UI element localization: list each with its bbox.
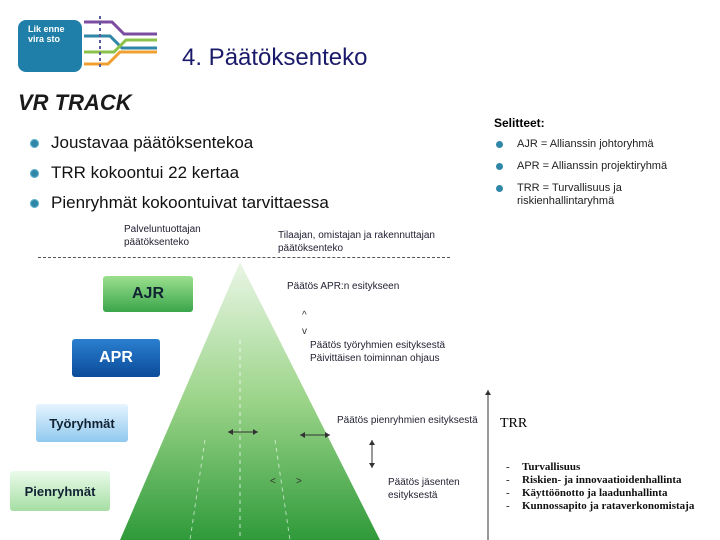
bullet-text: TRR kokoontui 22 kertaa — [51, 163, 240, 182]
vr-track-logo — [18, 92, 150, 114]
brand-text: VR TRACK — [18, 92, 132, 114]
legend-text: AJR = Allianssin johtoryhmä — [517, 138, 654, 150]
header-provider: Palveluntuottajan päätöksenteko — [124, 224, 201, 248]
level-pienryhmat: Pienryhmät — [10, 471, 110, 511]
decision-members: Päätös jäsenten esityksestä — [388, 477, 460, 501]
legend-title: Selitteet: — [494, 116, 545, 130]
legend-item — [494, 160, 709, 173]
trr-item-text: Kunnossapito ja rataverkonomistaja — [522, 500, 695, 512]
bullet-dot-icon — [30, 139, 39, 148]
legend-text: TRR = Turvallisuus ja riskienhallintaryhmä — [517, 182, 622, 207]
page-title: 4. Päätöksenteko — [182, 44, 368, 71]
header-client: Tilaajan, omistajan ja rakennuttajan päätöksenteko — [278, 230, 435, 254]
logo-text: Lik enne vira sto — [28, 24, 65, 44]
legend-dot-icon — [496, 185, 503, 192]
bullet-item — [30, 130, 329, 156]
trr-heading: TRR — [500, 416, 528, 431]
legend-text: APR = Allianssin projektiryhmä — [517, 160, 668, 172]
decision-daily-ops: Päivittäisen toiminnan ohjaus — [310, 353, 440, 364]
bullet-item — [30, 160, 329, 186]
trr-list — [506, 461, 694, 513]
level-apr: APR — [72, 339, 160, 377]
trr-item — [506, 474, 694, 487]
bullet-dot-icon — [30, 199, 39, 208]
trr-item — [506, 487, 694, 500]
trr-item — [506, 500, 694, 513]
trr-marker: - — [506, 461, 510, 473]
bullet-text: Joustavaa päätöksentekoa — [51, 133, 254, 152]
decision-small-groups: Päätös pienryhmien esityksestä — [337, 415, 478, 426]
bullet-item — [30, 190, 329, 216]
trr-item-text: Turvallisuus — [522, 461, 581, 473]
level-tyoryhmat: Työryhmät — [36, 404, 128, 442]
legend-dot-icon — [496, 141, 503, 148]
trr-item-text: Riskien- ja innovaatioidenhallinta — [522, 474, 682, 486]
bullet-list — [30, 130, 329, 220]
decision-apr-proposal: Päätös APR:n esitykseen — [287, 281, 400, 292]
up-caret-icon: ^ — [302, 310, 307, 321]
bullet-text: Pienryhmät kokoontuivat tarvittaessa — [51, 193, 329, 212]
bullet-dot-icon — [30, 169, 39, 178]
left-caret-icon: < — [270, 476, 276, 487]
down-caret-icon: v — [302, 326, 307, 337]
trr-item-text: Käyttöönotto ja laadunhallinta — [522, 487, 668, 499]
decision-working-groups: Päätös työryhmien esityksestä — [310, 340, 446, 351]
trr-marker: - — [506, 487, 510, 499]
right-caret-icon: > — [296, 476, 302, 487]
legend-item — [494, 182, 709, 208]
legend-item — [494, 138, 709, 151]
legend-dot-icon — [496, 163, 503, 170]
level-ajr: AJR — [103, 276, 193, 312]
logo-lines-graphic — [82, 14, 162, 74]
trr-marker: - — [506, 474, 510, 486]
legend — [494, 138, 709, 217]
trr-marker: - — [506, 500, 510, 512]
trr-item — [506, 461, 694, 474]
